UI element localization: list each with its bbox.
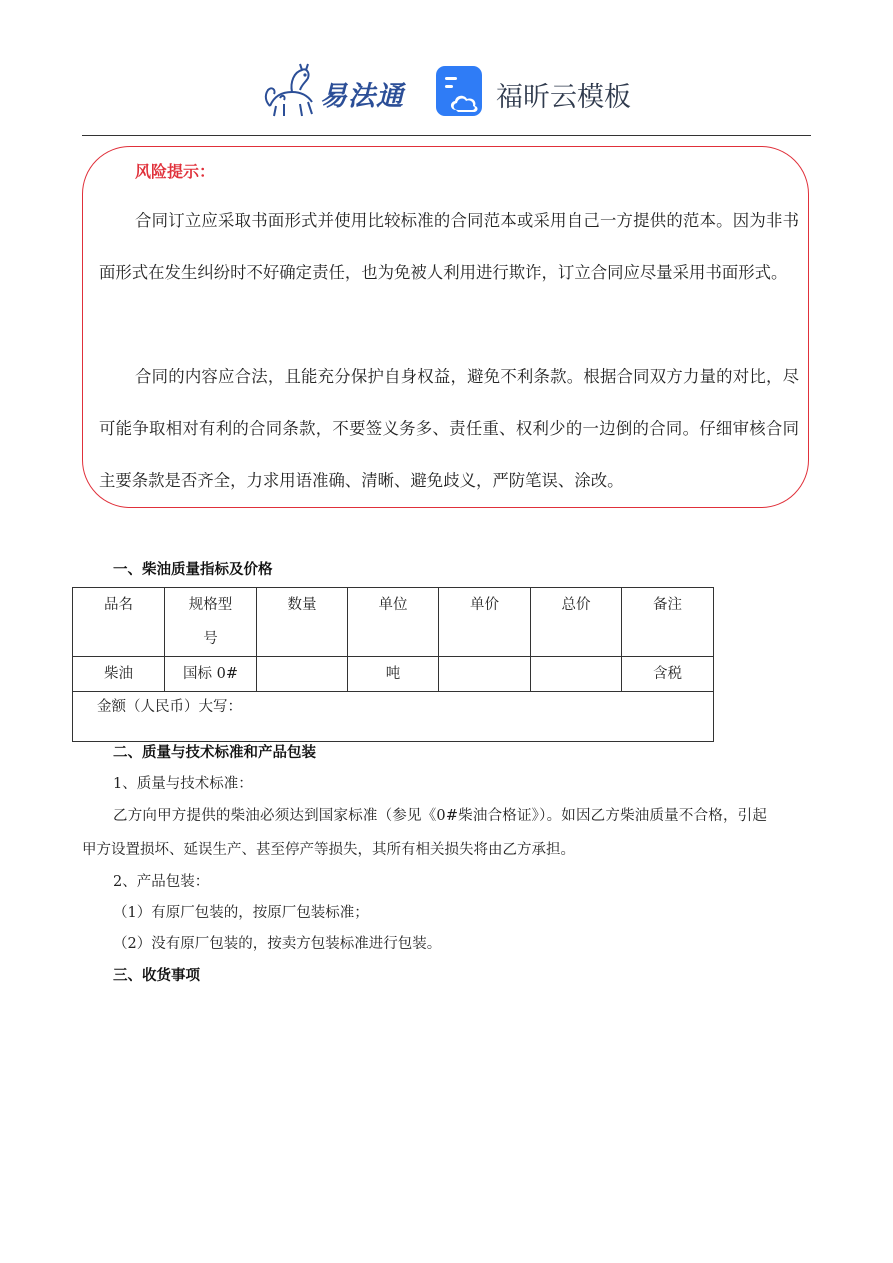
table-header-row [73,588,714,657]
fuxin-cloud-icon [436,66,488,118]
table-header-cell: 单价 [439,588,531,657]
list-item: （2）没有原厂包装的，按卖方包装标准进行包装。 [113,936,442,952]
risk-notice-paragraph: 合同订立应采取书面形式并使用比较标准的合同范本或采用自己一方提供的范本。因为非书面形式在发生纠纷时不好确定责任，也为免被人利用进行欺诈，订立合同应尽量采用书面形式。 [99,211,799,282]
table-cell: 柴油 [73,657,165,692]
section-heading: 二、质量与技术标准和产品包装 [113,744,316,761]
section-heading: 三、收货事项 [113,967,200,984]
table-header-cell: 单位 [348,588,439,657]
table-cell [439,657,531,692]
fuxin-logo-text: 福昕云模板 [496,82,631,113]
table-cell: 含税 [622,657,714,692]
table-cell: 国标 0# [165,657,257,692]
fuxin-logo [436,66,636,118]
risk-notice-title: 风险提示： [135,162,216,181]
document-header [0,56,893,126]
risk-notice-box [82,146,809,508]
table-row [73,657,714,692]
amount-in-words-cell: 金额（人民币）大写： [73,692,714,742]
body-paragraph-line: 甲方设置损坏、延误生产、甚至停产等损失，其所有相关损失将由乙方承担。 [82,842,575,858]
yifatong-logo-text: 易法通 [320,81,404,112]
risk-notice-paragraph: 合同的内容应合法，且能充分保护自身权益，避免不利条款。根据合同双方力量的对比，尽可能争取相对有利的合同条款，不要签义务多、责任重、权利少的一边倒的合同。仔细审核合同主要条款是否齐全，力求用语准确、清晰、避免歧义，严防笔误、涂改。 [99,367,799,490]
table-header-cell: 数量 [257,588,348,657]
header-divider [82,135,811,136]
table-header-cell: 规格型号 [165,588,257,657]
table-header-cell: 品名 [73,588,165,657]
subheading: 2、产品包装： [113,874,210,890]
table-cell [257,657,348,692]
qilin-emblem-icon [262,62,322,118]
subheading: 1、质量与技术标准： [113,776,253,792]
yifatong-logo [262,62,412,118]
price-table [72,587,714,742]
section-heading: 一、柴油质量指标及价格 [113,561,273,578]
body-paragraph-line: 乙方向甲方提供的柴油必须达到国家标准（参见《0#柴油合格证》）。如因乙方柴油质量不合格，引起 [113,808,768,824]
table-cell: 吨 [348,657,439,692]
table-header-cell: 备注 [622,588,714,657]
table-header-cell: 总价 [531,588,622,657]
table-amount-row [73,692,714,742]
table-cell [531,657,622,692]
list-item: （1）有原厂包装的，按原厂包装标准； [113,905,369,921]
